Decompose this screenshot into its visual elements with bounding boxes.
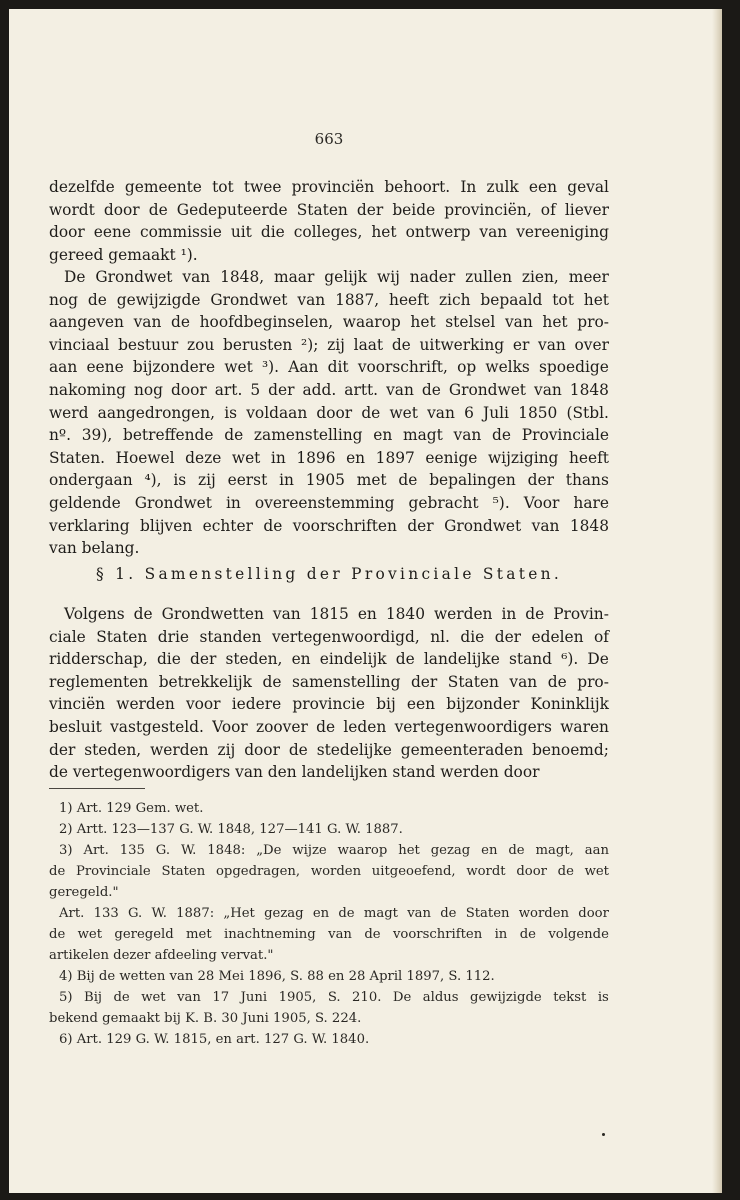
- text-line: verklaring blijven echter de voorschriften der Grondwet van 1848: [49, 516, 609, 535]
- ink-speck: [602, 1133, 605, 1136]
- text-line: ondergaan ⁴), is zij eerst in 1905 met de bepalingen der thans: [49, 471, 609, 490]
- text-line: 2) Artt. 123—137 G. W. 1848, 127—141 G. W. 1887.: [59, 822, 403, 837]
- footnote: [49, 1029, 609, 1050]
- text-line: 5) Bij de wet van 17 Juni 1905, S. 210. De aldus gewijzigde tekst is: [59, 990, 609, 1005]
- paragraph: [49, 266, 609, 560]
- text-line: 6) Art. 129 G. W. 1815, en art. 127 G. W. 1840.: [59, 1032, 370, 1047]
- text-line: artikelen dezer afdeeling vervat.": [49, 948, 274, 963]
- text-line: reglementen betrekkelijk de samenstelling der Staten van de pro-: [49, 672, 609, 691]
- text-line: van belang.: [49, 539, 140, 558]
- text-line: aan eene bijzondere wet ³). Aan dit voorschrift, op welks spoedige: [49, 358, 609, 377]
- footnote: [49, 819, 609, 840]
- text-line: de vertegenwoordigers van den landelijken stand werden door: [49, 763, 540, 782]
- text-line: De Grondwet van 1848, maar gelijk wij nader zullen zien, meer: [64, 268, 609, 286]
- text-line: Art. 133 G. W. 1887: „Het gezag en de magt van de Staten worden door: [59, 906, 609, 921]
- text-line: de Provinciale Staten opgedragen, worden uitgeoefend, wordt door de wet: [49, 864, 609, 879]
- text-line: nakoming nog door art. 5 der add. artt. van de Grondwet van 1848: [49, 380, 609, 399]
- text-line: besluit vastgesteld. Voor zoover de leden vertegenwoordigers waren: [49, 717, 609, 736]
- footnote: [49, 798, 609, 819]
- footnote-divider: [49, 788, 145, 789]
- page-number: 663: [314, 130, 344, 148]
- text-line: 3) Art. 135 G. W. 1848: „De wijze waarop het gezag en de magt, aan: [59, 843, 609, 858]
- text-line: gereed gemaakt ¹).: [49, 245, 198, 264]
- text-line: Volgens de Grondwetten van 1815 en 1840 werden in de Provin-: [64, 605, 609, 623]
- text-line: ridderschap, die der steden, en eindelijk de landelijke stand ⁶). De: [49, 650, 609, 669]
- text-line: werd aangedrongen, is voldaan door de wet van 6 Juli 1850 (Stbl.: [49, 403, 609, 422]
- text-line: door eene commissie uit die colleges, het ontwerp van vereeniging: [49, 223, 609, 242]
- text-line: geldende Grondwet in overeenstemming gebracht ⁵). Voor hare: [49, 493, 609, 512]
- text-line: de wet geregeld met inachtneming van de voorschriften in de volgende: [49, 927, 609, 942]
- text-line: Staten. Hoewel deze wet in 1896 en 1897 eenige wijziging heeft: [49, 448, 609, 467]
- book-page: [9, 9, 722, 1193]
- footnote: [49, 966, 609, 987]
- paragraph: [49, 603, 609, 784]
- text-line: ciale Staten drie standen vertegenwoordigd, nl. die der edelen of: [49, 627, 609, 646]
- footnote: [49, 987, 609, 1029]
- page-edge: [712, 9, 722, 1193]
- footnote: [49, 903, 609, 966]
- paragraph: [49, 176, 609, 266]
- footnote: [49, 840, 609, 903]
- text-line: 4) Bij de wetten van 28 Mei 1896, S. 88 en 28 April 1897, S. 112.: [59, 969, 495, 984]
- text-line: geregeld.": [49, 885, 119, 900]
- text-line: vinciën werden voor iedere provincie bij een bijzonder Koninklijk: [49, 695, 609, 714]
- text-line: 1) Art. 129 Gem. wet.: [59, 801, 204, 816]
- text-line: wordt door de Gedeputeerde Staten der beide provinciën, of liever: [49, 200, 609, 219]
- text-line: dezelfde gemeente tot twee provinciën behoort. In zulk een geval: [49, 178, 609, 196]
- footnotes: [49, 798, 609, 1050]
- text-line: bekend gemaakt bij K. B. 30 Juni 1905, S. 224.: [49, 1011, 362, 1026]
- text-line: aangeven van de hoofdbeginselen, waarop het stelsel van het pro-: [49, 313, 609, 332]
- text-line: nº. 39), betreffende de zamenstelling en magt van de Provinciale: [49, 426, 609, 445]
- text-line: nog de gewijzigde Grondwet van 1887, heeft zich bepaald tot het: [49, 290, 609, 309]
- text-line: der steden, werden zij door de stedelijke gemeenteraden benoemd;: [49, 740, 609, 759]
- text-line: vinciaal bestuur zou berusten ²); zij laat de uitwerking er van over: [49, 335, 609, 354]
- section-heading: § 1. Samenstelling der Provinciale Staten.: [95, 565, 563, 583]
